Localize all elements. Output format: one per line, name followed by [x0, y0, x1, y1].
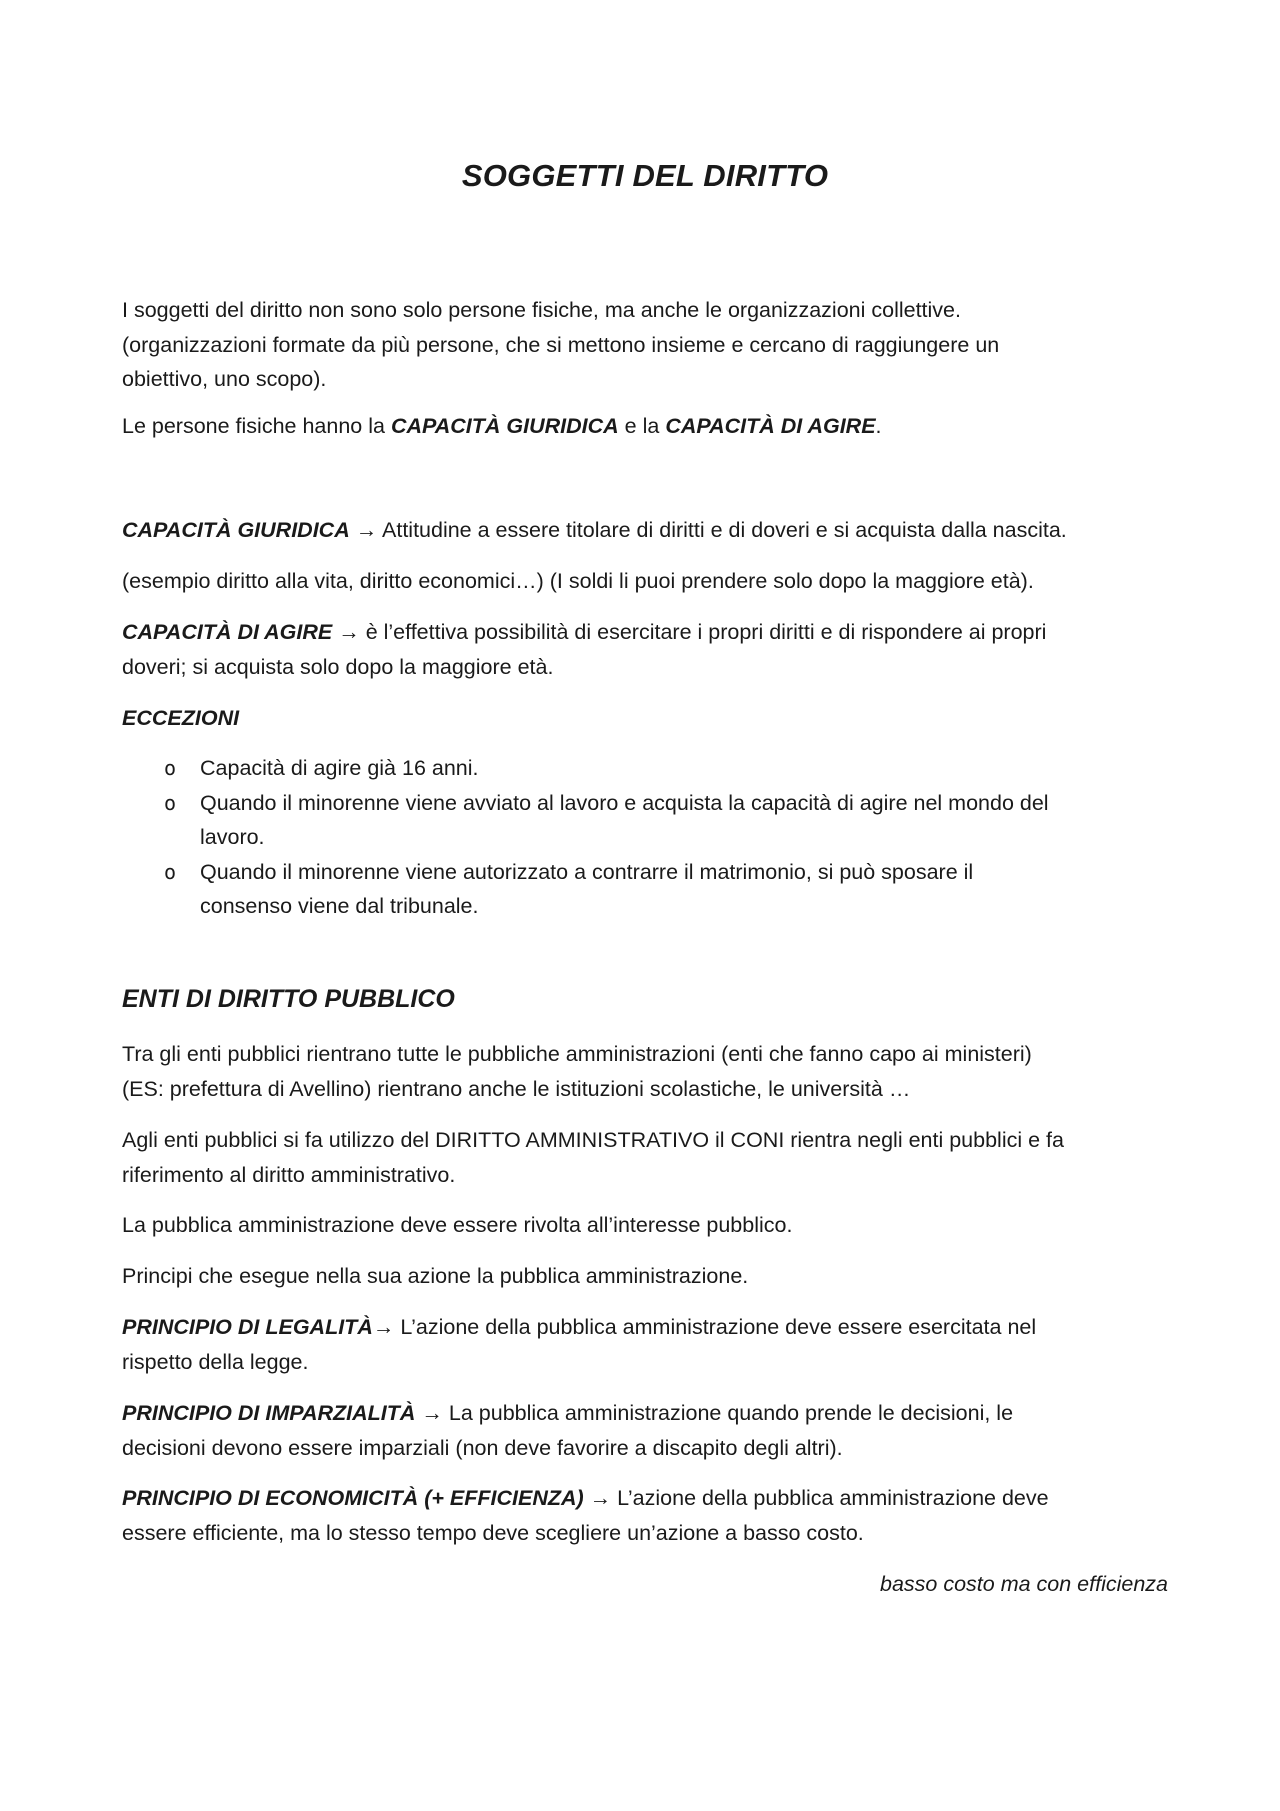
- agire-definition: [122, 615, 1168, 684]
- list-item-line: consenso viene dal tribunale.: [200, 894, 479, 918]
- principio-imparzialita: [122, 1396, 1168, 1465]
- intro-line: obiettivo, uno scopo).: [122, 367, 327, 391]
- capacita-giuridica-term: CAPACITÀ GIURIDICA: [390, 414, 619, 438]
- principio-line: essere efficiente, ma lo stesso tempo deve scegliere un’azione a basso costo.: [122, 1520, 864, 1545]
- capacities-paragraph: [122, 409, 1168, 444]
- closing-note: basso costo ma con efficienza: [879, 1572, 1168, 1596]
- principio-term: PRINCIPIO DI ECONOMICITÀ (+ EFFICIENZA): [122, 1486, 584, 1510]
- principio-economicita: [122, 1481, 1168, 1550]
- arrow-icon: →: [372, 1315, 401, 1339]
- list-item-line: Quando il minorenne viene autorizzato a contrarre il matrimonio, si può sposare il: [200, 859, 974, 884]
- principio-text: L’azione della pubblica amministrazione deve essere esercitata nel: [400, 1315, 1037, 1339]
- enti-line: Tra gli enti pubblici rientrano tutte le pubbliche amministrazioni (enti che fanno capo ai ministeri): [122, 1042, 1032, 1066]
- principio-term: PRINCIPIO DI IMPARZIALITÀ: [122, 1401, 416, 1425]
- principio-term: PRINCIPIO DI LEGALITÀ: [122, 1315, 373, 1339]
- list-item-line: Quando il minorenne viene avviato al lavoro e acquista la capacità di agire nel mondo del: [200, 790, 1049, 815]
- giuridica-definition: [122, 513, 1168, 548]
- circle-bullet-icon: o: [164, 859, 177, 884]
- arrow-icon: →: [332, 620, 366, 644]
- list-item-line: Capacità di agire già 16 anni.: [200, 756, 479, 780]
- enti-heading: ENTI DI DIRITTO PUBBLICO: [122, 985, 455, 1013]
- capacita-di-agire-term: CAPACITÀ DI AGIRE: [665, 414, 876, 438]
- principio-line: [122, 1481, 1168, 1516]
- enti-paragraph-2: [122, 1123, 1168, 1192]
- enti-line: (ES: prefettura di Avellino) rientrano anche le istituzioni scolastiche, le università …: [122, 1076, 911, 1101]
- arrow-icon: →: [415, 1401, 449, 1425]
- capacities-middle: e la: [618, 414, 666, 438]
- list-item-line: lavoro.: [200, 825, 265, 849]
- principio-line: [122, 1310, 1168, 1345]
- intro-paragraph: [122, 293, 1168, 397]
- principio-line: rispetto della legge.: [122, 1349, 309, 1374]
- agire-line: doveri; si acquista solo dopo la maggiore età.: [122, 654, 554, 679]
- arrow-icon: →: [583, 1486, 618, 1510]
- arrow-icon: →: [349, 518, 382, 542]
- giuridica-term: CAPACITÀ GIURIDICA: [122, 518, 350, 542]
- eccezioni-heading: ECCEZIONI: [122, 706, 240, 730]
- capacities-suffix: .: [875, 414, 882, 438]
- enti-paragraph-1: [122, 1037, 1168, 1106]
- list-item: [122, 786, 1168, 855]
- principio-legalita: [122, 1310, 1168, 1379]
- giuridica-text: Attitudine a essere titolare di diritti e di doveri e si acquista dalla nascita.: [382, 518, 1067, 542]
- capacities-prefix: Le persone fisiche hanno la: [122, 414, 391, 438]
- list-item: [122, 751, 1168, 786]
- list-item: [122, 855, 1168, 924]
- intro-line: (organizzazioni formate da più persone, che si mettono insieme e cercano di raggiungere un: [122, 332, 1000, 357]
- document-title: SOGGETTI DEL DIRITTO: [461, 158, 829, 193]
- principio-text: La pubblica amministrazione quando prende le decisioni, le: [448, 1401, 1014, 1425]
- enti-paragraph-3: La pubblica amministrazione deve essere rivolta all’interesse pubblico.: [122, 1213, 793, 1237]
- principio-line: decisioni devono essere imparziali (non deve favorire a discapito degli altri).: [122, 1435, 843, 1460]
- document-page: [122, 0, 1168, 1811]
- enti-line: Agli enti pubblici si fa utilizzo del DIRITTO AMMINISTRATIVO il CONI rientra negli enti pubblici e fa: [122, 1128, 1064, 1152]
- intro-line: I soggetti del diritto non sono solo persone fisiche, ma anche le organizzazioni collettive.: [122, 298, 961, 322]
- enti-paragraph-4: Principi che esegue nella sua azione la pubblica amministrazione.: [122, 1264, 749, 1288]
- circle-bullet-icon: o: [164, 790, 177, 815]
- principio-text: L’azione della pubblica amministrazione deve: [617, 1486, 1049, 1510]
- giuridica-example: (esempio diritto alla vita, diritto economici…) (I soldi li puoi prendere solo dopo la maggiore età).: [122, 569, 1034, 593]
- principio-line: [122, 1396, 1168, 1431]
- agire-term: CAPACITÀ DI AGIRE: [122, 620, 333, 644]
- agire-text: è l’effettiva possibilità di esercitare i propri diritti e di rispondere ai propri: [365, 620, 1047, 644]
- circle-bullet-icon: o: [164, 756, 177, 780]
- enti-line: riferimento al diritto amministrativo.: [122, 1162, 456, 1187]
- agire-line: [122, 615, 1168, 650]
- eccezioni-list: [122, 751, 1168, 924]
